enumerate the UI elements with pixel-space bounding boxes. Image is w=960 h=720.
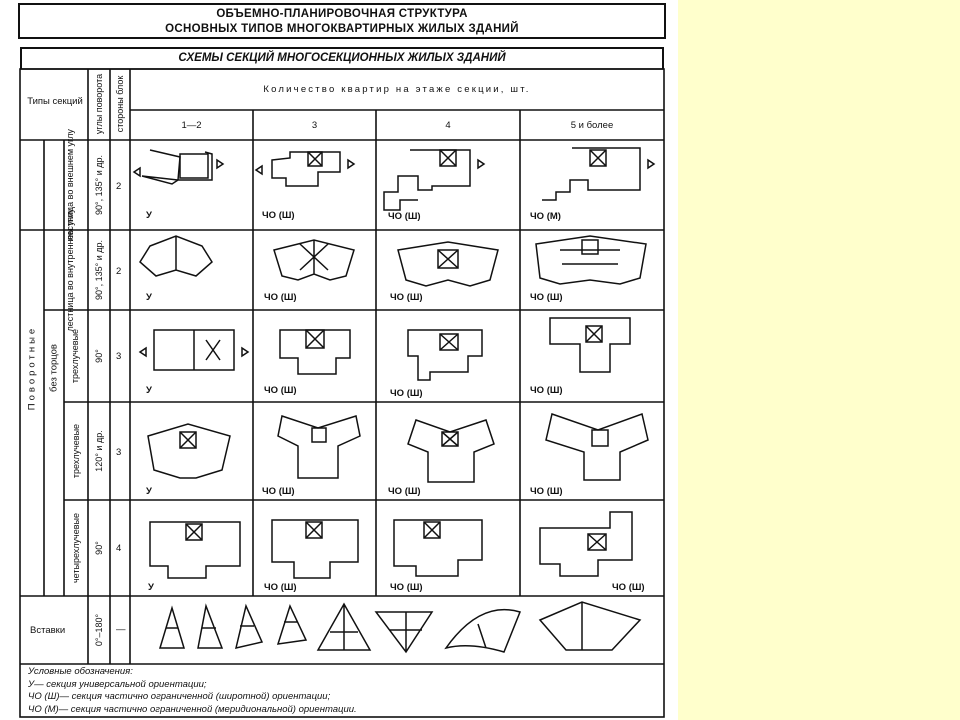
- plan-r3-c4: [550, 318, 630, 372]
- col-header-2: 3: [311, 120, 318, 131]
- legend-item-cho-m: ЧО (М)— секция частично ограниченной (меридиональной) ориентации.: [28, 703, 357, 715]
- plan-r5-c3: [394, 520, 482, 576]
- insert-shapes: [160, 602, 640, 652]
- tag-r2-c2: ЧО (Ш): [264, 292, 297, 303]
- plan-r4-c3: [408, 420, 494, 482]
- plan-r4-c4: [546, 414, 648, 480]
- col-header-1: 1—2: [181, 120, 202, 131]
- tag-r4-c2: ЧО (Ш): [262, 486, 295, 497]
- group-label-no-ends: без торцов: [48, 344, 60, 392]
- plan-r5-c4: [540, 512, 632, 576]
- plan-r2-c2: [274, 240, 354, 280]
- header-section-types: Типы секций: [27, 96, 83, 107]
- plan-r1-c4: [542, 148, 654, 200]
- row4-sides: 3: [116, 447, 122, 458]
- col-header-3: 4: [445, 120, 451, 131]
- row1-type: лестница во внешнем углу: [65, 129, 75, 241]
- tag-r4-c3: ЧО (Ш): [388, 486, 421, 497]
- tag-r1-c2: ЧО (Ш): [262, 210, 295, 221]
- tag-r2-c4: ЧО (Ш): [530, 292, 563, 303]
- row1-angle: 90°, 135° и др.: [94, 154, 104, 216]
- row3-angle: 90°: [94, 349, 104, 363]
- tag-r3-c4: ЧО (Ш): [530, 385, 563, 396]
- plan-r3-c2: [280, 330, 350, 374]
- title-line-2: ОСНОВНЫХ ТИПОВ МНОГОКВАРТИРНЫХ ЖИЛЫХ ЗДАНИЙ: [165, 23, 519, 35]
- tag-r4-c1: У: [146, 486, 152, 497]
- plan-r4-c1: [148, 424, 230, 478]
- col-header-4: 5 и более: [570, 120, 614, 131]
- tag-r5-c1: У: [148, 582, 154, 593]
- plan-r1-c3: [384, 150, 484, 210]
- header-facade-sides: стороны блок: [115, 75, 125, 133]
- row2-type: лестница во внутреннем углу: [65, 208, 75, 332]
- table-subtitle: СХЕМЫ СЕКЦИЙ МНОГОСЕКЦИОННЫХ ЖИЛЫХ ЗДАНИЙ: [20, 47, 664, 69]
- plan-r5-c1: [150, 522, 240, 578]
- plan-r5-c2: [272, 520, 358, 578]
- legend-heading: Условные обозначения:: [28, 666, 133, 677]
- row5-angle: 90°: [94, 541, 104, 555]
- row4-type: трехлучевые: [71, 423, 81, 479]
- tag-r5-c3: ЧО (Ш): [390, 582, 423, 593]
- tag-r1-c1: У: [146, 210, 152, 221]
- title-line-1: ОБЪЕМНО-ПЛАНИРОВОЧНАЯ СТРУКТУРА: [216, 8, 468, 20]
- plan-r2-c1: [140, 236, 212, 276]
- inserts-label: Вставки: [30, 625, 66, 636]
- tag-r1-c4: ЧО (М): [530, 211, 561, 222]
- tag-r3-c2: ЧО (Ш): [264, 385, 297, 396]
- tag-r2-c1: У: [146, 292, 152, 303]
- group-label-rotational: Поворотные: [26, 325, 38, 411]
- row4-angle: 120° и др.: [94, 430, 104, 472]
- row5-type: четырехлучевые: [71, 512, 81, 584]
- tag-r3-c1: У: [146, 385, 152, 396]
- header-apartment-count: Количество квартир на этаже секции, шт.: [263, 84, 531, 95]
- legend-item-u: У— секция универсальной ориентации;: [28, 678, 207, 690]
- row5-sides: 4: [116, 543, 122, 554]
- plan-r2-c3: [398, 242, 498, 286]
- plan-r3-c1: [140, 330, 248, 370]
- plan-r4-c2: [278, 416, 360, 478]
- row3-sides: 3: [116, 351, 122, 362]
- tag-r5-c4: ЧО (Ш): [612, 582, 645, 593]
- plan-r2-c4: [536, 236, 646, 284]
- tag-r4-c4: ЧО (Ш): [530, 486, 563, 497]
- legend-item-cho-sh: ЧО (Ш)— секция частично ограниченной (широтной) ориентации;: [28, 691, 331, 702]
- tag-r1-c3: ЧО (Ш): [388, 211, 421, 222]
- plan-r3-c3: [408, 330, 482, 380]
- inserts-angle: 0°–180°: [94, 613, 104, 647]
- tag-r3-c3: ЧО (Ш): [390, 388, 423, 399]
- row3-type: трехлучевые: [70, 328, 80, 384]
- row2-angle: 90°, 135° и др.: [94, 239, 104, 301]
- header-rotation-angles: углы поворота: [94, 73, 104, 135]
- legend: [28, 666, 357, 716]
- tag-r2-c3: ЧО (Ш): [390, 292, 423, 303]
- row1-sides: 2: [116, 181, 122, 192]
- plan-r1-c1: [134, 150, 223, 184]
- row2-sides: 2: [116, 266, 122, 277]
- inserts-sides: —: [116, 624, 126, 635]
- tag-r5-c2: ЧО (Ш): [264, 582, 297, 593]
- plan-r1-c2: [256, 152, 354, 186]
